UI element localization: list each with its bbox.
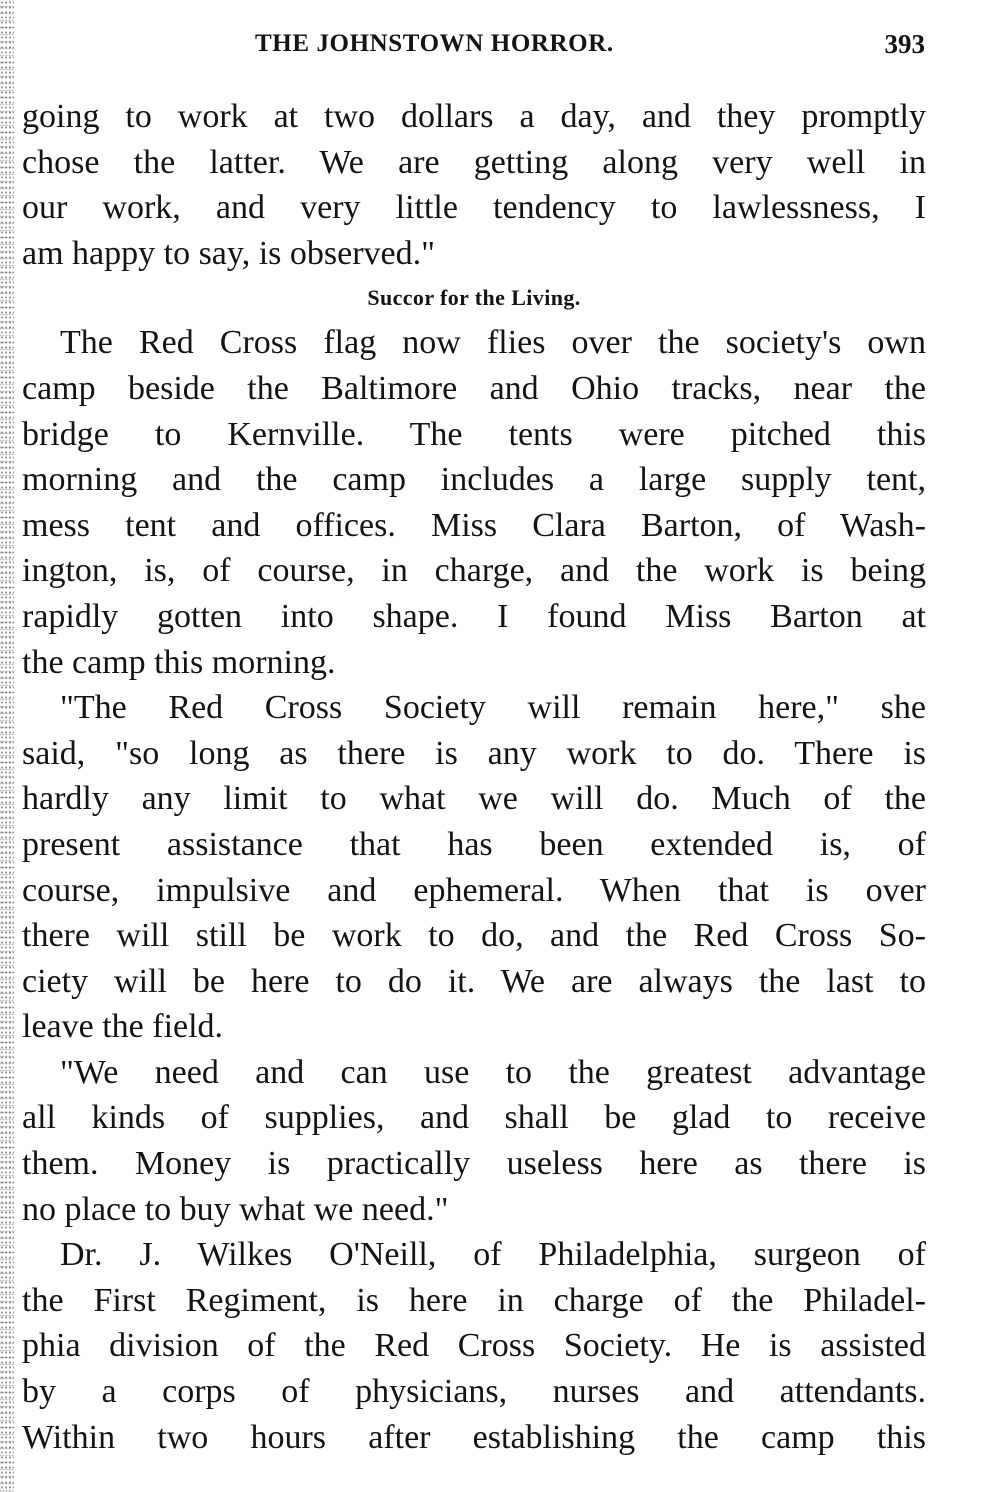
section-heading: Succor for the Living.: [367, 285, 581, 311]
text-line: bridge to Kernville. The tents were pitched this: [22, 415, 926, 453]
text-line: phia division of the Red Cross Society. He is assisted: [22, 1327, 926, 1365]
text-line: camp beside the Baltimore and Ohio tracks, near the: [22, 369, 926, 407]
text-line: the First Regiment, is here in charge of the Philadel-: [22, 1281, 926, 1319]
running-head: [255, 26, 925, 62]
text-line: am happy to say, is observed.": [22, 234, 435, 272]
text-line: hardly any limit to what we will do. Much of the: [22, 780, 926, 818]
text-line: there will still be work to do, and the Red Cross So-: [22, 917, 926, 955]
text-line: "We need and can use to the greatest advantage: [60, 1053, 926, 1091]
text-line: chose the latter. We are getting along very well in: [22, 143, 926, 181]
text-line: the camp this morning.: [22, 643, 336, 681]
text-line: our work, and very little tendency to lawlessness, I: [22, 189, 926, 227]
text-line: morning and the camp includes a large supply tent,: [22, 461, 926, 499]
running-title: THE JOHNSTOWN HORROR.: [255, 30, 614, 57]
text-line: Within two hours after establishing the camp this: [22, 1418, 926, 1456]
page-number: 393: [884, 29, 925, 59]
text-line: Dr. J. Wilkes O'Neill, of Philadelphia, surgeon of: [60, 1236, 926, 1274]
text-line: "The Red Cross Society will remain here," she: [60, 689, 926, 727]
text-line: ciety will be here to do it. We are always the last to: [22, 962, 926, 1000]
text-line: them. Money is practically useless here as there is: [22, 1145, 926, 1183]
text-line: The Red Cross flag now flies over the society's own: [60, 324, 926, 362]
body-text: [22, 94, 926, 1460]
text-line: leave the field.: [22, 1008, 224, 1046]
text-line: by a corps of physicians, nurses and attendants.: [22, 1373, 926, 1411]
text-line: going to work at two dollars a day, and they promptly: [22, 98, 926, 135]
text-line: said, "so long as there is any work to do. There is: [22, 734, 926, 772]
text-line: all kinds of supplies, and shall be glad to receive: [22, 1099, 926, 1137]
text-line: rapidly gotten into shape. I found Miss Barton at: [22, 597, 926, 635]
text-line: mess tent and offices. Miss Clara Barton, of Wash-: [22, 506, 926, 544]
text-line: course, impulsive and ephemeral. When that is over: [22, 871, 926, 909]
text-line: no place to buy what we need.": [22, 1190, 449, 1228]
text-line: ington, is, of course, in charge, and the work is being: [22, 552, 926, 590]
scan-binding-edge: [0, 0, 14, 1492]
text-line: present assistance that has been extended is, of: [22, 825, 926, 863]
